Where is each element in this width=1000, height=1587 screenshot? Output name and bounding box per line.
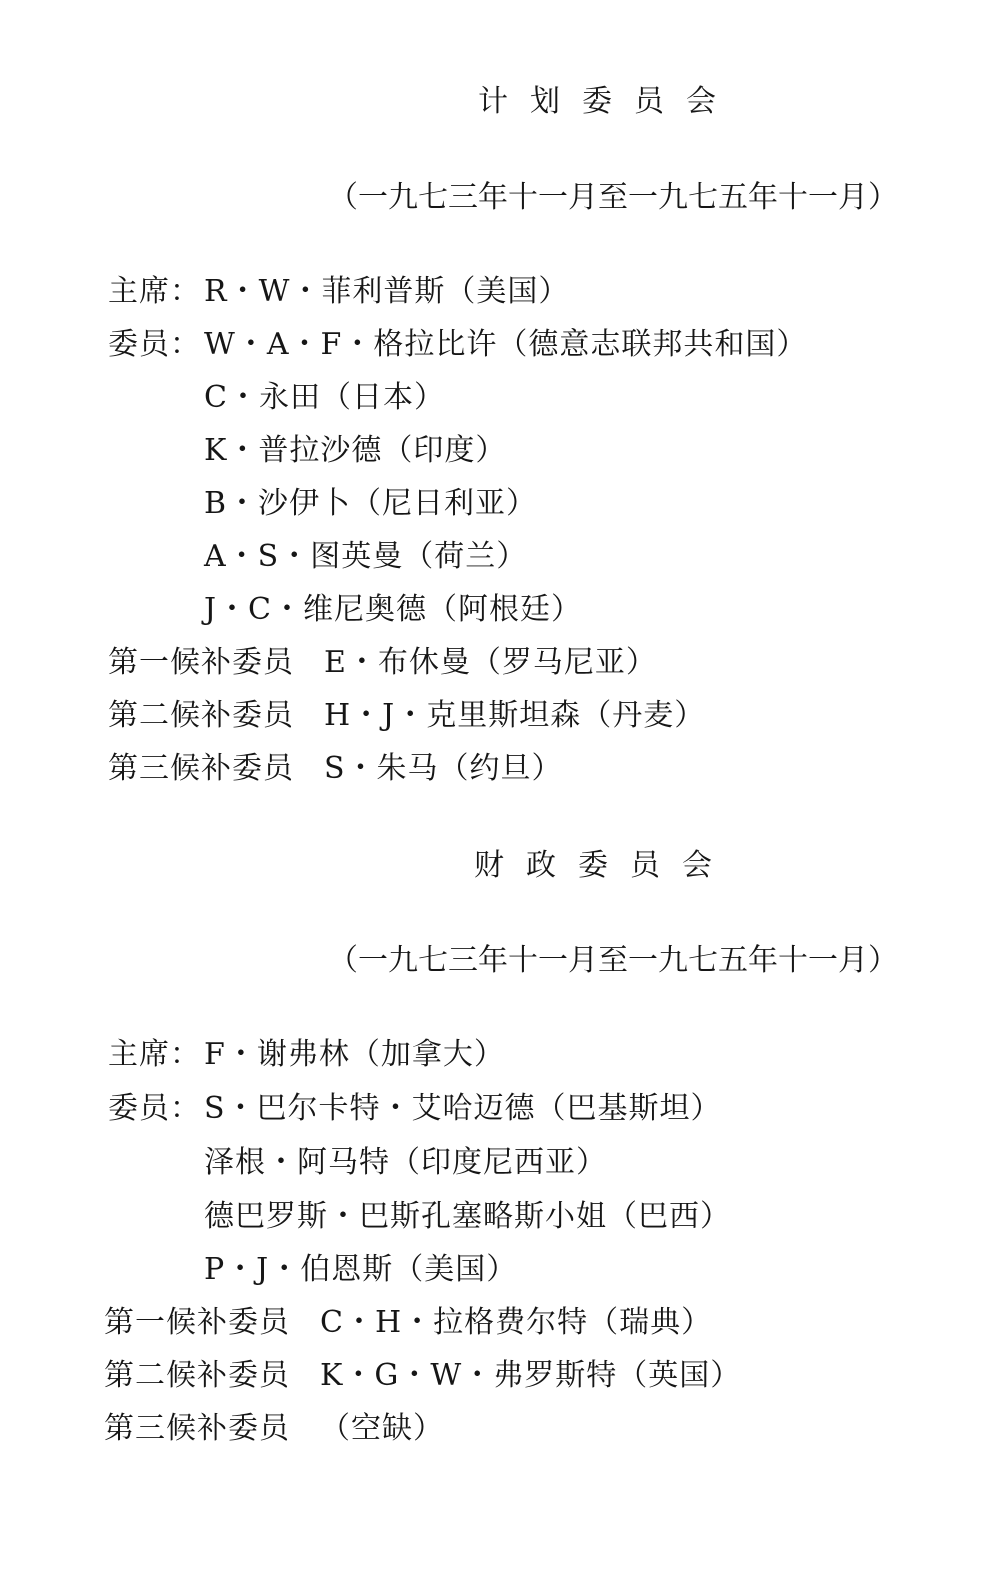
member-row <box>108 1091 722 1127</box>
member-name: S・朱马（约旦） <box>324 751 563 786</box>
member-name: 泽根・阿马特（印度尼西亚） <box>204 1145 607 1180</box>
alternate-row <box>108 751 563 787</box>
member-name: J・C・维尼奥德（阿根廷） <box>204 592 582 627</box>
member-name: S・巴尔卡特・艾哈迈德（巴基斯坦） <box>204 1091 722 1126</box>
alternate-row <box>104 1411 444 1447</box>
row-label: 第二候补委员 <box>104 1358 290 1393</box>
committee-period: （一九七三年十一月至一九七五年十一月） <box>328 943 898 978</box>
member-name: B・沙伊卜（尼日利亚） <box>204 486 538 521</box>
chair-row <box>108 1037 505 1073</box>
member-name: 德巴罗斯・巴斯孔塞略斯小姐（巴西） <box>204 1199 731 1234</box>
member-name: E・布休曼（罗马尼亚） <box>324 645 657 680</box>
member-row <box>108 592 582 628</box>
alternate-row <box>104 1358 741 1394</box>
member-name: H・J・克里斯坦森（丹麦） <box>324 698 706 733</box>
member-name: W・A・F・格拉比许（德意志联邦共和国） <box>204 327 808 362</box>
member-name: （空缺） <box>320 1411 444 1446</box>
member-row <box>108 327 807 363</box>
member-row <box>108 433 506 469</box>
row-label: 主席： <box>108 1037 201 1072</box>
chair-row <box>108 274 569 310</box>
alternate-row <box>108 698 705 734</box>
alternate-row <box>108 645 657 681</box>
member-name: P・J・伯恩斯（美国） <box>204 1252 518 1287</box>
member-row <box>108 486 537 522</box>
row-label: 第三候补委员 <box>108 751 294 786</box>
row-label: 委员： <box>108 1091 201 1126</box>
member-name: A・S・图英曼（荷兰） <box>204 539 528 574</box>
member-row <box>108 539 527 575</box>
row-label: 委员： <box>108 327 201 362</box>
row-label: 第一候补委员 <box>104 1305 290 1340</box>
member-name: R・W・菲利普斯（美国） <box>204 274 570 309</box>
alternate-row <box>104 1305 712 1341</box>
member-row <box>108 1252 517 1288</box>
member-name: F・谢弗林（加拿大） <box>204 1037 505 1072</box>
member-name: K・普拉沙德（印度） <box>204 433 507 468</box>
member-name: K・G・W・弗罗斯特（英国） <box>320 1358 742 1393</box>
committee-title: 财政委员会 <box>474 848 734 883</box>
row-label: 第三候补委员 <box>104 1411 290 1446</box>
member-row <box>108 1145 607 1181</box>
member-row <box>108 380 445 416</box>
member-row <box>108 1199 731 1235</box>
row-label: 第二候补委员 <box>108 698 294 733</box>
committee-period: （一九七三年十一月至一九七五年十一月） <box>328 180 898 215</box>
member-name: C・永田（日本） <box>204 380 445 415</box>
member-name: C・H・拉格费尔特（瑞典） <box>320 1305 713 1340</box>
row-label: 主席： <box>108 274 201 309</box>
row-label: 第一候补委员 <box>108 645 294 680</box>
committee-title: 计划委员会 <box>478 84 738 119</box>
